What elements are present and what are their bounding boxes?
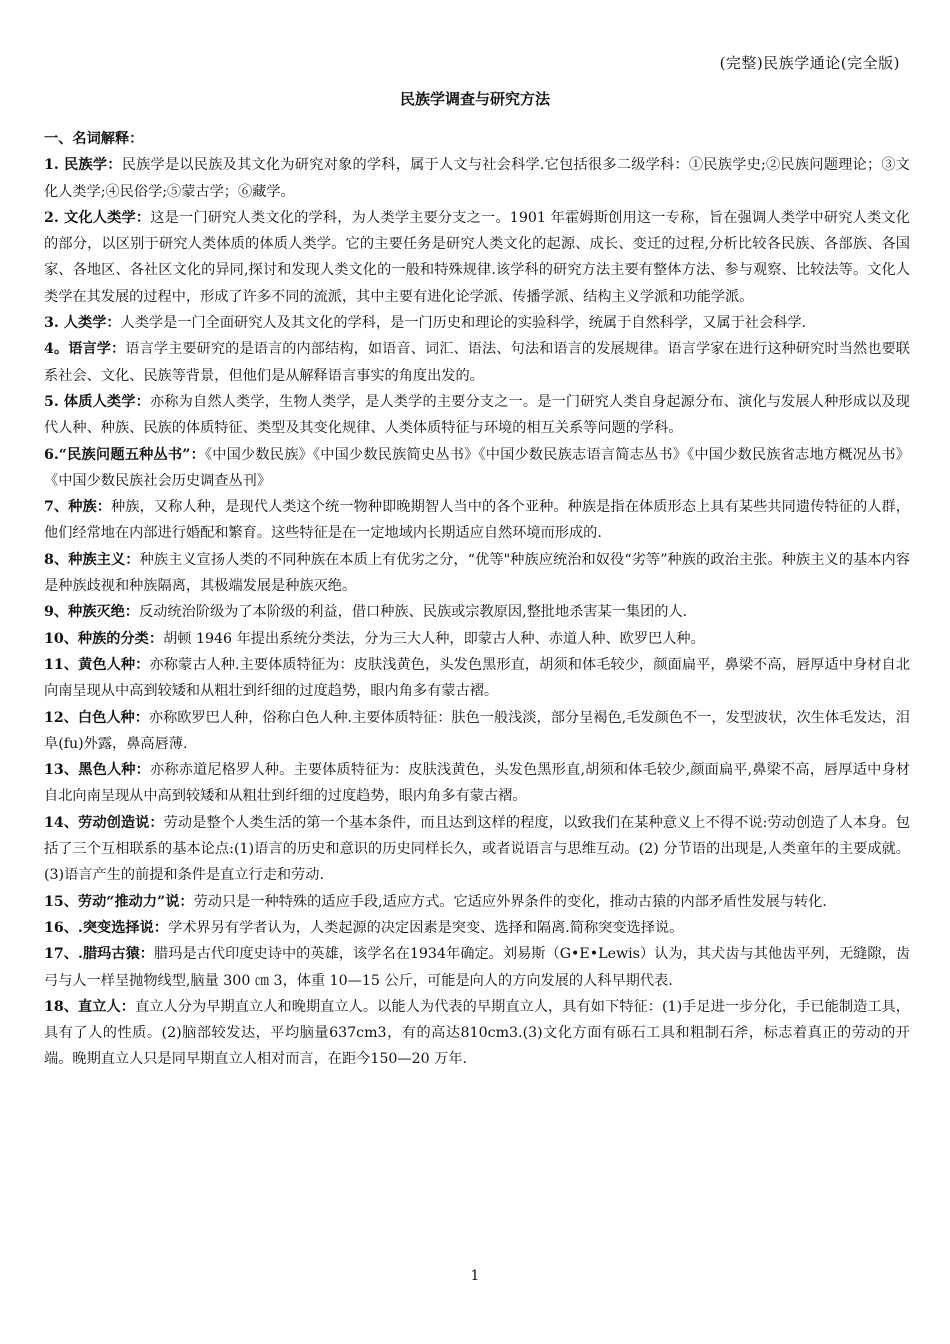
entry-term: 13、黑色人种：	[44, 762, 150, 779]
entry-text: 亦称赤道尼格罗人种。主要体质特征为：皮肤浅黄色，头发色黑形直,胡须和体毛较少,颜面扁平,鼻梁不高，唇厚适中身材自北向南呈现从中高到较矮和从粗壮到纤细的过度趋势，眼内角多有蒙古褶。	[44, 762, 910, 805]
entry-text: 语言学主要研究的是语言的内部结构，如语音、词汇、语法、句法和语言的发展规律。语言学家在进行这种研究时当然也要联系社会、文化、民族等背景，但他们是从解释语言事实的角度出发的。	[44, 341, 910, 384]
entry-4	[44, 336, 910, 389]
entry-6	[44, 442, 910, 495]
entry-term: 15、劳动“推动力”说：	[44, 893, 194, 910]
section-heading: 一、名词解释：	[44, 131, 144, 147]
entry-term: 17、.腊玛古猿：	[44, 946, 155, 963]
page-number: 1	[470, 1268, 480, 1284]
entry-12	[44, 705, 910, 758]
entry-7	[44, 494, 910, 547]
entry-13	[44, 757, 910, 810]
entry-text: 胡顿 1946 年提出系统分类法，分为三大人种，即蒙古人种、赤道人种、欧罗巴人种。	[163, 630, 705, 647]
entry-3	[44, 310, 910, 336]
document-body	[44, 126, 910, 1073]
document-header: (完整)民族学通论(完全版)	[719, 54, 900, 72]
entry-text: 种族主义宣扬人类的不同种族在本质上有优劣之分，“优等"种族应统治和奴役“劣等”种族的政治主张。种族主义的基本内容是种族歧视和种族隔离，其极端发展是种族灭绝。	[44, 551, 910, 595]
entry-term: 5. 体质人类学：	[44, 393, 150, 410]
entry-text: 劳动只是一种特殊的适应手段,适应方式。它适应外界条件的变化，推动古猿的内部矛盾性发展与转化.	[193, 893, 827, 910]
entry-term: 11、黄色人种：	[44, 656, 150, 673]
entry-15	[44, 889, 910, 915]
entry-term: 10、种族的分类：	[44, 630, 164, 647]
entry-text: 人类学是一门全面研究人及其文化的学科，是一门历史和理论的实验科学，统属于自然科学，又属于社会科学.	[120, 315, 807, 332]
entry-text: 这是一门研究人类文化的学科，为人类学主要分支之一。1901 年霍姆斯创用这一专称，旨在强调人类学中研究人类文化的部分，以区别于研究人类体质的体质人类学。它的主要任务是研究人类文化的起源、成长、变迁的过程,分析比较各民族、各部族、各国家、各地区、各社区文化的异同,探讨和发现人类文化的一般和特殊规律.该学科的研究方法主要有整体方法、参与观察、比较法等。文化人类学在其发展的过程中，形成了许多不同的流派，其中主要有进化论学派、传播学派、结构主义学派和功能学派。	[44, 209, 910, 305]
entry-16	[44, 915, 910, 941]
entry-text: 学术界另有学者认为，人类起源的决定因素是突变、选择和隔离.简称突变选择说。	[168, 919, 684, 936]
entry-text: 腊玛是古代印度史诗中的英雄，该学名在1934年确定。刘易斯（G•E•Lewis）认为，其犬齿与其他齿平列，无缝隙，齿弓与人一样呈抛物线型,脑量 300 ㎝ 3，体重 10—15 公斤，可能是向人的方向发展的人科早期代表.	[44, 946, 910, 989]
entry-term: 2. 文化人类学：	[44, 209, 151, 226]
entry-5	[44, 389, 910, 442]
entry-term: 9、种族灭绝：	[44, 604, 139, 621]
entry-11	[44, 652, 910, 705]
entry-term: 16、.突变选择说：	[44, 919, 168, 936]
entry-term: 3. 人类学：	[44, 315, 121, 332]
entry-text: 劳动是整个人类生活的第一个基本条件，而且达到这样的程度，以致我们在某种意义上不得不说:劳动创造了人本身。包括了三个互相联系的基本论点:(1)语言的历史和意识的历史同样长久，或者说语言与思维互动。(2) 分节语的出现是,人类童年的主要成就。(3)语言产生的前提和条件是直立行走和劳动.	[44, 814, 910, 884]
entry-2	[44, 205, 910, 310]
entry-term: 4。语言学：	[44, 341, 126, 358]
document-title: 民族学调查与研究方法	[399, 90, 550, 108]
entry-text: 《中国少数民族》《中国少数民族简史丛书》《中国少数民族志语言简志丛书》《中国少数民族省志地方概况丛书》《中国少数民族社会历史调查丛刊》	[44, 446, 910, 489]
entry-term: 14、劳动创造说：	[44, 814, 164, 831]
entry-14	[44, 810, 910, 889]
entry-text: 直立人分为早期直立人和晚期直立人。以能人为代表的早期直立人，具有如下特征：(1)手足进一步分化，手已能制造工具，具有了人的性质。(2)脑部较发达，平均脑量637cm3，有的高达810cm3.(3)文化方面有砾石工具和粗制石斧，标志着真正的劳动的开端。晚期直立人只是同早期直立人相对而言，在距今150—20 万年.	[44, 998, 910, 1068]
entry-text: 亦称欧罗巴人种，俗称白色人种.主要体质特征：肤色一般浅淡，部分呈褐色,毛发颜色不一，发型波状，次生体毛发达，泪阜(fu)外露，鼻高唇薄.	[44, 709, 910, 752]
entry-text: 亦称为自然人类学，生物人类学，是人类学的主要分支之一。是一门研究人类自身起源分布、演化与发展人种形成以及现代人种、种族、民族的体质特征、类型及其变化规律、人类体质特征与环境的相互关系等问题的学科。	[44, 393, 910, 437]
entry-term: 8、种族主义：	[44, 551, 140, 568]
entry-term: 6.“民族问题五种丛书”：	[44, 446, 205, 463]
entry-term: 18、直立人：	[44, 998, 136, 1015]
entry-17	[44, 941, 910, 994]
entry-text: 亦称蒙古人种.主要体质特征为：皮肤浅黄色，头发色黑形直，胡须和体毛较少，颜面扁平，鼻梁不高，唇厚适中身材自北向南呈现从中高到较矮和从粗壮到纤细的过度趋势，眼内角多有蒙古褶。	[44, 656, 911, 700]
entry-text: 种族，又称人种，是现代人类这个统一物种即晚期智人当中的各个亚种。种族是指在体质形态上具有某些共同遗传特征的人群，他们经常地在内部进行婚配和繁育。这些特征是在一定地域内长期适应自然环境而形成的.	[44, 499, 910, 542]
entry-text: 反动统治阶级为了本阶级的利益，借口种族、民族或宗教原因,整批地杀害某一集团的人.	[139, 604, 688, 621]
entry-8	[44, 547, 910, 600]
entry-text: 民族学是以民族及其文化为研究对象的学科，属于人文与社会科学.它包括很多二级学科：①民族学史;②民族问题理论；③文化人类学;④民俗学;⑤蒙古学；⑥藏学。	[44, 157, 910, 200]
entry-term: 12、白色人种：	[44, 709, 149, 726]
entry-1	[44, 152, 910, 205]
entry-9	[44, 599, 910, 625]
entry-term: 1. 民族学：	[44, 157, 122, 174]
entry-10	[44, 626, 910, 652]
entry-18	[44, 994, 910, 1073]
entry-term: 7、种族：	[44, 499, 112, 516]
